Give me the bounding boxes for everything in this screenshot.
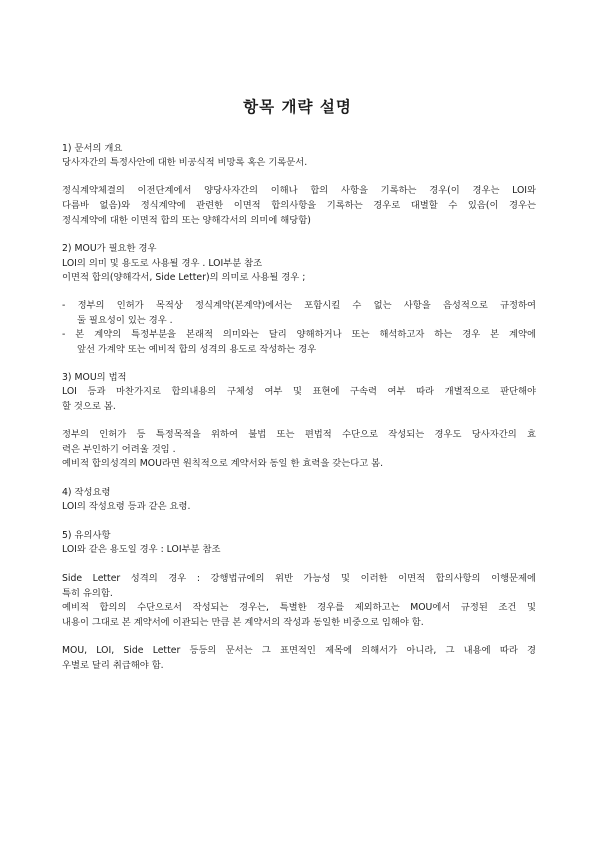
- paragraph-line: LOI 등과 마찬가지로 합의내용의 구체성 여부 및 표현에 구속력 여부 따라 개별적으로 판단해야: [62, 386, 536, 397]
- paragraph-line: 특히 유의함.: [62, 588, 113, 599]
- paragraph-line: 우별로 달리 취급해야 함.: [62, 660, 164, 671]
- paragraph-line: LOI와 같은 용도일 경우 : LOI부분 참조: [62, 544, 221, 555]
- paragraph-line: 내용이 그대로 본 계약서에 이관되는 만큼 본 계약서의 작성과 동일한 비중으로 임해야 함.: [62, 617, 424, 628]
- paragraph-line: 정식계약체결의 이전단계에서 양당사자간의 이해나 합의 사항을 기록하는 경우(이 경우는 LOI와: [62, 185, 536, 196]
- paragraph-line: 정부의 인허가 등 특정목적을 위하여 불법 또는 편법적 수단으로 작성되는 경우도 당사자간의 효: [62, 429, 536, 440]
- paragraph-line: 다름바 없음)와 정식계약에 관련한 이면적 합의사항을 기록하는 경우로 대별할 수 있음(이 경우는: [62, 200, 536, 211]
- paragraph-line: 예비적 합의성격의 MOU라면 원칙적으로 계약서와 동일 한 효력을 갖는다고 봄.: [62, 458, 384, 469]
- section-heading-when-needed: 2) MOU가 필요한 경우: [62, 243, 157, 254]
- paragraph-line: 예비적 합의의 수단으로서 작성되는 경우는, 특별한 경우를 제외하고는 MOU에서 규정된 조건 및: [62, 602, 536, 613]
- paragraph-line: MOU, LOI, Side Letter 등등의 문서는 그 표면적인 제목에 의해서가 아니라, 그 내용에 따라 경: [62, 645, 536, 656]
- paragraph-line: 정식계약에 대한 이면적 합의 또는 양해각서의 의미에 해당함): [62, 215, 311, 226]
- paragraph-line: Side Letter 성격의 경우 : 강행법규에의 위반 가능성 및 이러한 이면적 합의사항의 이행문제에: [62, 573, 536, 584]
- section-heading-legal: 3) MOU의 법적: [62, 372, 127, 383]
- paragraph-line: 력은 부인하기 어려울 것임 .: [62, 444, 176, 455]
- paragraph-line: 이면적 합의(양해각서, Side Letter)의 의미로 사용될 경우 ;: [62, 272, 306, 283]
- section-heading-overview: 1) 문서의 개요: [62, 143, 123, 154]
- bullet-line-continued: 둘 필요성이 있는 경우 .: [77, 315, 173, 326]
- paragraph-line: 당사자간의 특정사안에 대한 비공식적 비망록 혹은 기록문서.: [62, 157, 308, 168]
- paragraph-line: LOI의 의미 및 용도로 사용될 경우 . LOI부분 참조: [62, 258, 263, 269]
- page-title: 항목 개략 설명: [243, 98, 352, 116]
- paragraph-line: LOI의 작성요령 등과 같은 요령.: [62, 501, 191, 512]
- bullet-line: - 정부의 인허가 목적상 정식계약(본계약)에서는 포함시킬 수 없는 사항을 음성적으로 규정하여: [62, 300, 536, 311]
- paragraph-line: 할 것으로 봄.: [62, 401, 116, 412]
- section-heading-notes: 5) 유의사항: [62, 530, 111, 541]
- bullet-line: - 본 계약의 특정부분을 본래적 의미와는 달리 양해하거나 또는 해석하고자 하는 경우 본 계약에: [62, 329, 536, 340]
- bullet-line-continued: 앞선 가계약 또는 예비적 합의 성격의 용도로 작성하는 경우: [77, 344, 317, 355]
- section-heading-drafting: 4) 작성요령: [62, 487, 111, 498]
